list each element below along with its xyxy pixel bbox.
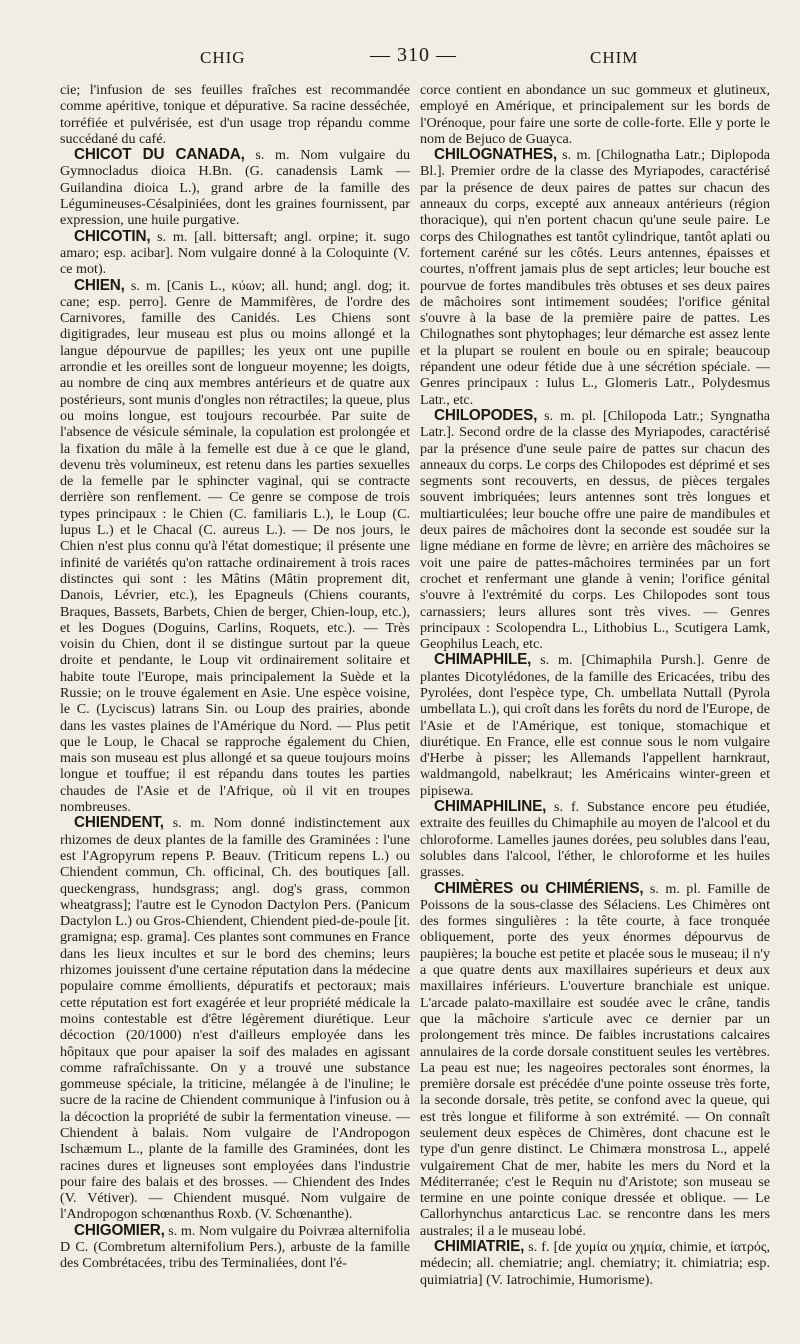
dictionary-entry [60,815,410,1222]
entry-headword: CHILOPODES, [434,406,538,424]
text-columns [60,82,770,1334]
entry-text: s. m. Nom vulgaire du Gymnocladus dioica H.Bn. (G. canadensis Lamk — Guilandina dioica L.), grand arbre de la famille des Légumineuses-Césalpiniées, dont les graines fournissent, par expression, une huile purgative. [60,147,410,229]
entry-text: s. m. [Chimaphila Pursh.]. Genre de plantes Dicotylédones, de la famille des Ericacées, tribu des Pyrolées, dont l'espèce type, Ch. umbellata Nuttall (Pyrola umbellata L.), qui croît dans les forêts du nord de l'Europe, de l'Asie et de l'Amérique, est tonique, stomachique et diurétique. En France, elle est connue sous le nom vulgaire d'Herbe à pisser; les Allemands l'appellent harnkraut, waldmangold, nabelkraut; les Américains winter-green et pipisewa. [420,652,770,799]
entry-headword: CHIMAPHILINE, [434,798,547,816]
entry-headword: CHIGOMIER, [74,1221,165,1239]
dictionary-entry [420,1239,770,1288]
dictionary-entry [60,1223,410,1272]
entry-continuation [60,82,410,147]
entry-headword: CHIENDENT, [74,814,164,832]
entry-text: s. m. Nom donné indistinctement aux rhizomes de deux plantes de la famille des Graminées : l'une est l'Agropyrum repens P. Beauv. (Triticum repens L.) ou Chiendent commun, Ch. officinal, Ch. des boutiques [all. queckengrass, hundsgrass; angl. dog's grass, common wheatgrass]; l'autre est le Cynodon Dactylon Pers. (Panicum Dactylon L.) ou Gros-Chiendent, Chiendent pied-de-poule [it. gramigna; esp. grama]. Ces plantes sont communes en France dans les lieux incultes et sur le bord des chemins; leurs rhizomes jouissent d'une certaine réputation dans la médecine populaire comme émollients, dépuratifs et pectoraux; mais cette réputation est fort exagérée et leur propriété médicale la moins contestable est d'être légèrement diurétique. Leur décoction (20/1000) n'est d'ailleurs employée dans les hôpitaux que pour apaiser la soif des malades en agissant comme rafraîchissante. On y a trouvé une substance gommeuse spéciale, la triticine, mélangée à de l'inuline; le sucre de la racine de Chiendent communique à l'infusion ou à la décoction la propriété de subir la fermentation vineuse. — Chiendent à balais. Nom vulgaire de l'Andropogon Ischæmum L., plante de la famille des Graminées, dont les racines dures et ligneuses sont employées dans l'industrie pour faire des balais et des brosses. — Chiendent des Indes (V. Vétiver). — Chiendent musqué. Nom vulgaire de l'Andropogon schœnanthus Roxb. (V. Schœnanthe). [60,815,410,1223]
dictionary-entry [420,799,770,880]
entry-headword: CHIEN, [74,276,125,294]
entry-text: s. f. Substance encore peu étudiée, extraite des feuilles du Chimaphile au moyen de l'alcool et du chloroforme. Lamelles jaunes dorées, peu solubles dans l'eau, solubles dans l'alcool, l'éther, le chloroforme et les huiles grasses. [420,799,770,881]
entry-headword: CHIMÈRES ou CHIMÉRIENS, [434,879,644,897]
entry-text: s. m. Nom vulgaire du Poivræa alternifolia D C. (Combretum alternifolium Pers.), arbuste de la famille des Combrétacées, tribu des Terminaliées, dont l'é- [60,1222,410,1272]
entry-headword: CHIMAPHILE, [434,651,532,669]
entry-text: s. m. [all. bittersaft; angl. orpine; it. sugo amaro; esp. acibar]. Nom vulgaire donné à la Coloquinte (V. ce mot). [60,228,410,278]
dictionary-entry [60,278,410,816]
left-column [60,82,410,1334]
header-left-guideword: CHIG [200,48,246,67]
entry-text: s. m. [Chilognatha Latr.; Diplopoda Bl.]. Premier ordre de la classe des Myriapodes, caractérisé par la présence de deux paires de pattes sur chacun des anneaux du corps, excepté aux anneaux antérieurs (région thoracique), qui n'en portent chacun qu'une seule paire. Le corps des Chilognathes est tantôt cylindrique, tantôt aplati ou fortement caréné sur les côtés. Leurs antennes, épaisses et courtes, n'offrent jamais plus de sept articles; leur bouche est pourvue de fortes mandibules très obtuses et ses deux paires de mâchoires sont intimement soudées; l'orifice génital s'ouvre à la base de la première paire de pattes. Les Chilognathes sont phytophages; leur démarche est assez lente et la plupart se roulent en boule ou en spirale; beaucoup répandent une odeur fétide due à une sécrétion spéciale. — Genres principaux : Iulus L., Glomeris Latr., Polydesmus Latr., etc. [420,147,770,408]
page-header [60,44,770,74]
entry-text: s. m. [Canis L., κύων; all. hund; angl. dog; it. cane; esp. perro]. Genre de Mammifères, de l'ordre des Carnivores, famille des Canidés. Les Chiens sont digitigrades, leur museau est plus ou moins allongé et la langue dépourvue de papilles; les yeux ont une pupille arrondie et les oreilles sont de longueur moyenne; les doigts, au nombre de cinq aux membres antérieurs et de quatre aux postérieurs, sont munis d'ongles non rétractiles; la queue, plus ou moins longue, est toujours recourbée. Par suite de l'absence de vésicule séminale, la copulation est prolongée et la fixation du mâle à la femelle est due à ce que le gland, devenu très volumineux, est retenu dans les parties sexuelles de la femelle par le sphincter vaginal, qui se contracte derrière son renflement. — Ce genre se compose de trois types principaux : le Chien (C. familiaris L.), le Loup (C. lupus L.) et le Chacal (C. aureus L.). — De nos jours, le Chien n'est plus connu qu'à l'état domestique; il présente une infinité de variétés qu'on rattache ordinairement à trois races distinctes qui sont : les Mâtins (Mâtin proprement dit, Danois, Lévrier, etc.), les Epagneuls (Chiens courants, Braques, Bassets, Barbets, Chien de berger, Chien-loup, etc.), et les Dogues (Doguins, Carlins, Roquets, etc.). — Très voisin du Chien, dont il se distingue surtout par la queue droite et pendante, le Loup vit ordinairement solitaire et habite toute l'Europe, mais principalement la Suède et la Russie; on le trouve également en Asie. Une espèce voisine, le C. (Lyciscus) latrans Sin. ou Loup des prairies, abonde dans les vastes plaines de l'Amérique du Nord. — Plus petit que le Loup, le Chacal se rapproche également du Chien, mais son museau est plus allongé et sa queue toujours moins longue et touffue; il est répandu dans toutes les parties chaudes de l'Asie et de l'Afrique, où il vit en troupes nombreuses. [60,277,410,816]
dictionary-entry [420,881,770,1240]
entry-text: corce contient en abondance un suc gommeux et glutineux, employé en Amérique, et principalement sur les bords de l'Orénoque, pour faire une sorte de colle-forte. Elle y porte le nom de Bejuco de Guayca. [420,82,770,147]
entry-headword: CHICOT DU CANADA, [74,146,245,164]
dictionary-entry [60,147,410,228]
entry-text: s. f. [de χυμία ou χημία, chimie, et ἰατρός, médecin; all. chemiatrie; angl. chemiatry; it. chimiatria; esp. quimiatria] (V. Iatrochimie, Humorisme). [420,1239,770,1288]
entry-text: s. m. pl. [Chilopoda Latr.; Syngnatha Latr.]. Second ordre de la classe des Myriapodes, caractérisé par la présence d'une seule paire de pattes sur chacun des anneaux du corps. Le corps des Chilopodes est déprimé et ses segments sont recouverts, en dessus, de pièces tergales souvent imbriquées; leurs antennes sont très longues et multiarticulées; leur bouche offre une paire de mandibules et deux paires de mâchoires dont la seconde est soudée sur la ligne médiane en forme de lèvre; en arrière des mâchoires se voit une paire de pattes-mâchoires terminées par un fort crochet et renfermant une glande à venin; l'orifice génital s'ouvre à l'extrémité du corps. Les Chilopodes sont tous carnassiers; leurs allures sont très vives. — Genres principaux : Scolopendra L., Lithobius L., Scutigera Lamk, Geophilus Leach, etc. [420,407,770,653]
entry-text: s. m. pl. Famille de Poissons de la sous-classe des Sélaciens. Les Chimères ont des formes singulières : la tête courte, à face tronquée obliquement, porte des yeux énormes dépourvus de paupières; la bouche est petite et placée sous le museau; il n'y a que quatre dents aux maxillaires supérieurs et deux aux maxillaires inférieurs. L'ouverture branchiale est unique. L'arcade palato-maxillaire est soudée avec le crâne, tandis que la mâchoire s'articule avec ce dernier par un prolongement très mince. De faibles incrustations calcaires annulaires de la corde dorsale constituent seules les vertèbres. La peau est nue; les nageoires pectorales sont énormes, la première dorsale est précédée d'une pointe osseuse très forte, la seconde dorsale, très petite, se confond avec la queue, qui est très longue et filiforme à son extrémité. — On connaît seulement deux espèces de Chimères, dont chacune est le type d'un genre distinct. Le Chimæra monstrosa L., appelé vulgairement Chat de mer, habite les mers du Nord et la Méditerranée; c'est le Requin nu d'Aristote; son museau se termine en une pointe conique dressée et oblique. — Le Callorhynchus antarcticus Lac. se rencontre dans les mers australes; il a le museau lobé. [420,880,770,1239]
entry-continuation [420,82,770,147]
dictionary-entry [420,408,770,652]
header-right-guideword: CHIM [590,48,639,67]
entry-text: cie; l'infusion de ses feuilles fraîches est recommandée comme apéritive, tonique et dépurative. Sa racine desséchée, torréfiée et pulvérisée, est d'un usage trop répandu comme succédané du café. [60,82,410,147]
page-number: — 310 — [370,44,457,66]
entry-headword: CHICOTIN, [74,227,151,245]
entry-headword: CHILOGNATHES, [434,146,557,164]
right-column [420,82,770,1334]
dictionary-entry [420,652,770,799]
dictionary-entry [420,147,770,408]
dictionary-entry [60,229,410,278]
entry-headword: CHIMIATRIE, [434,1238,525,1256]
